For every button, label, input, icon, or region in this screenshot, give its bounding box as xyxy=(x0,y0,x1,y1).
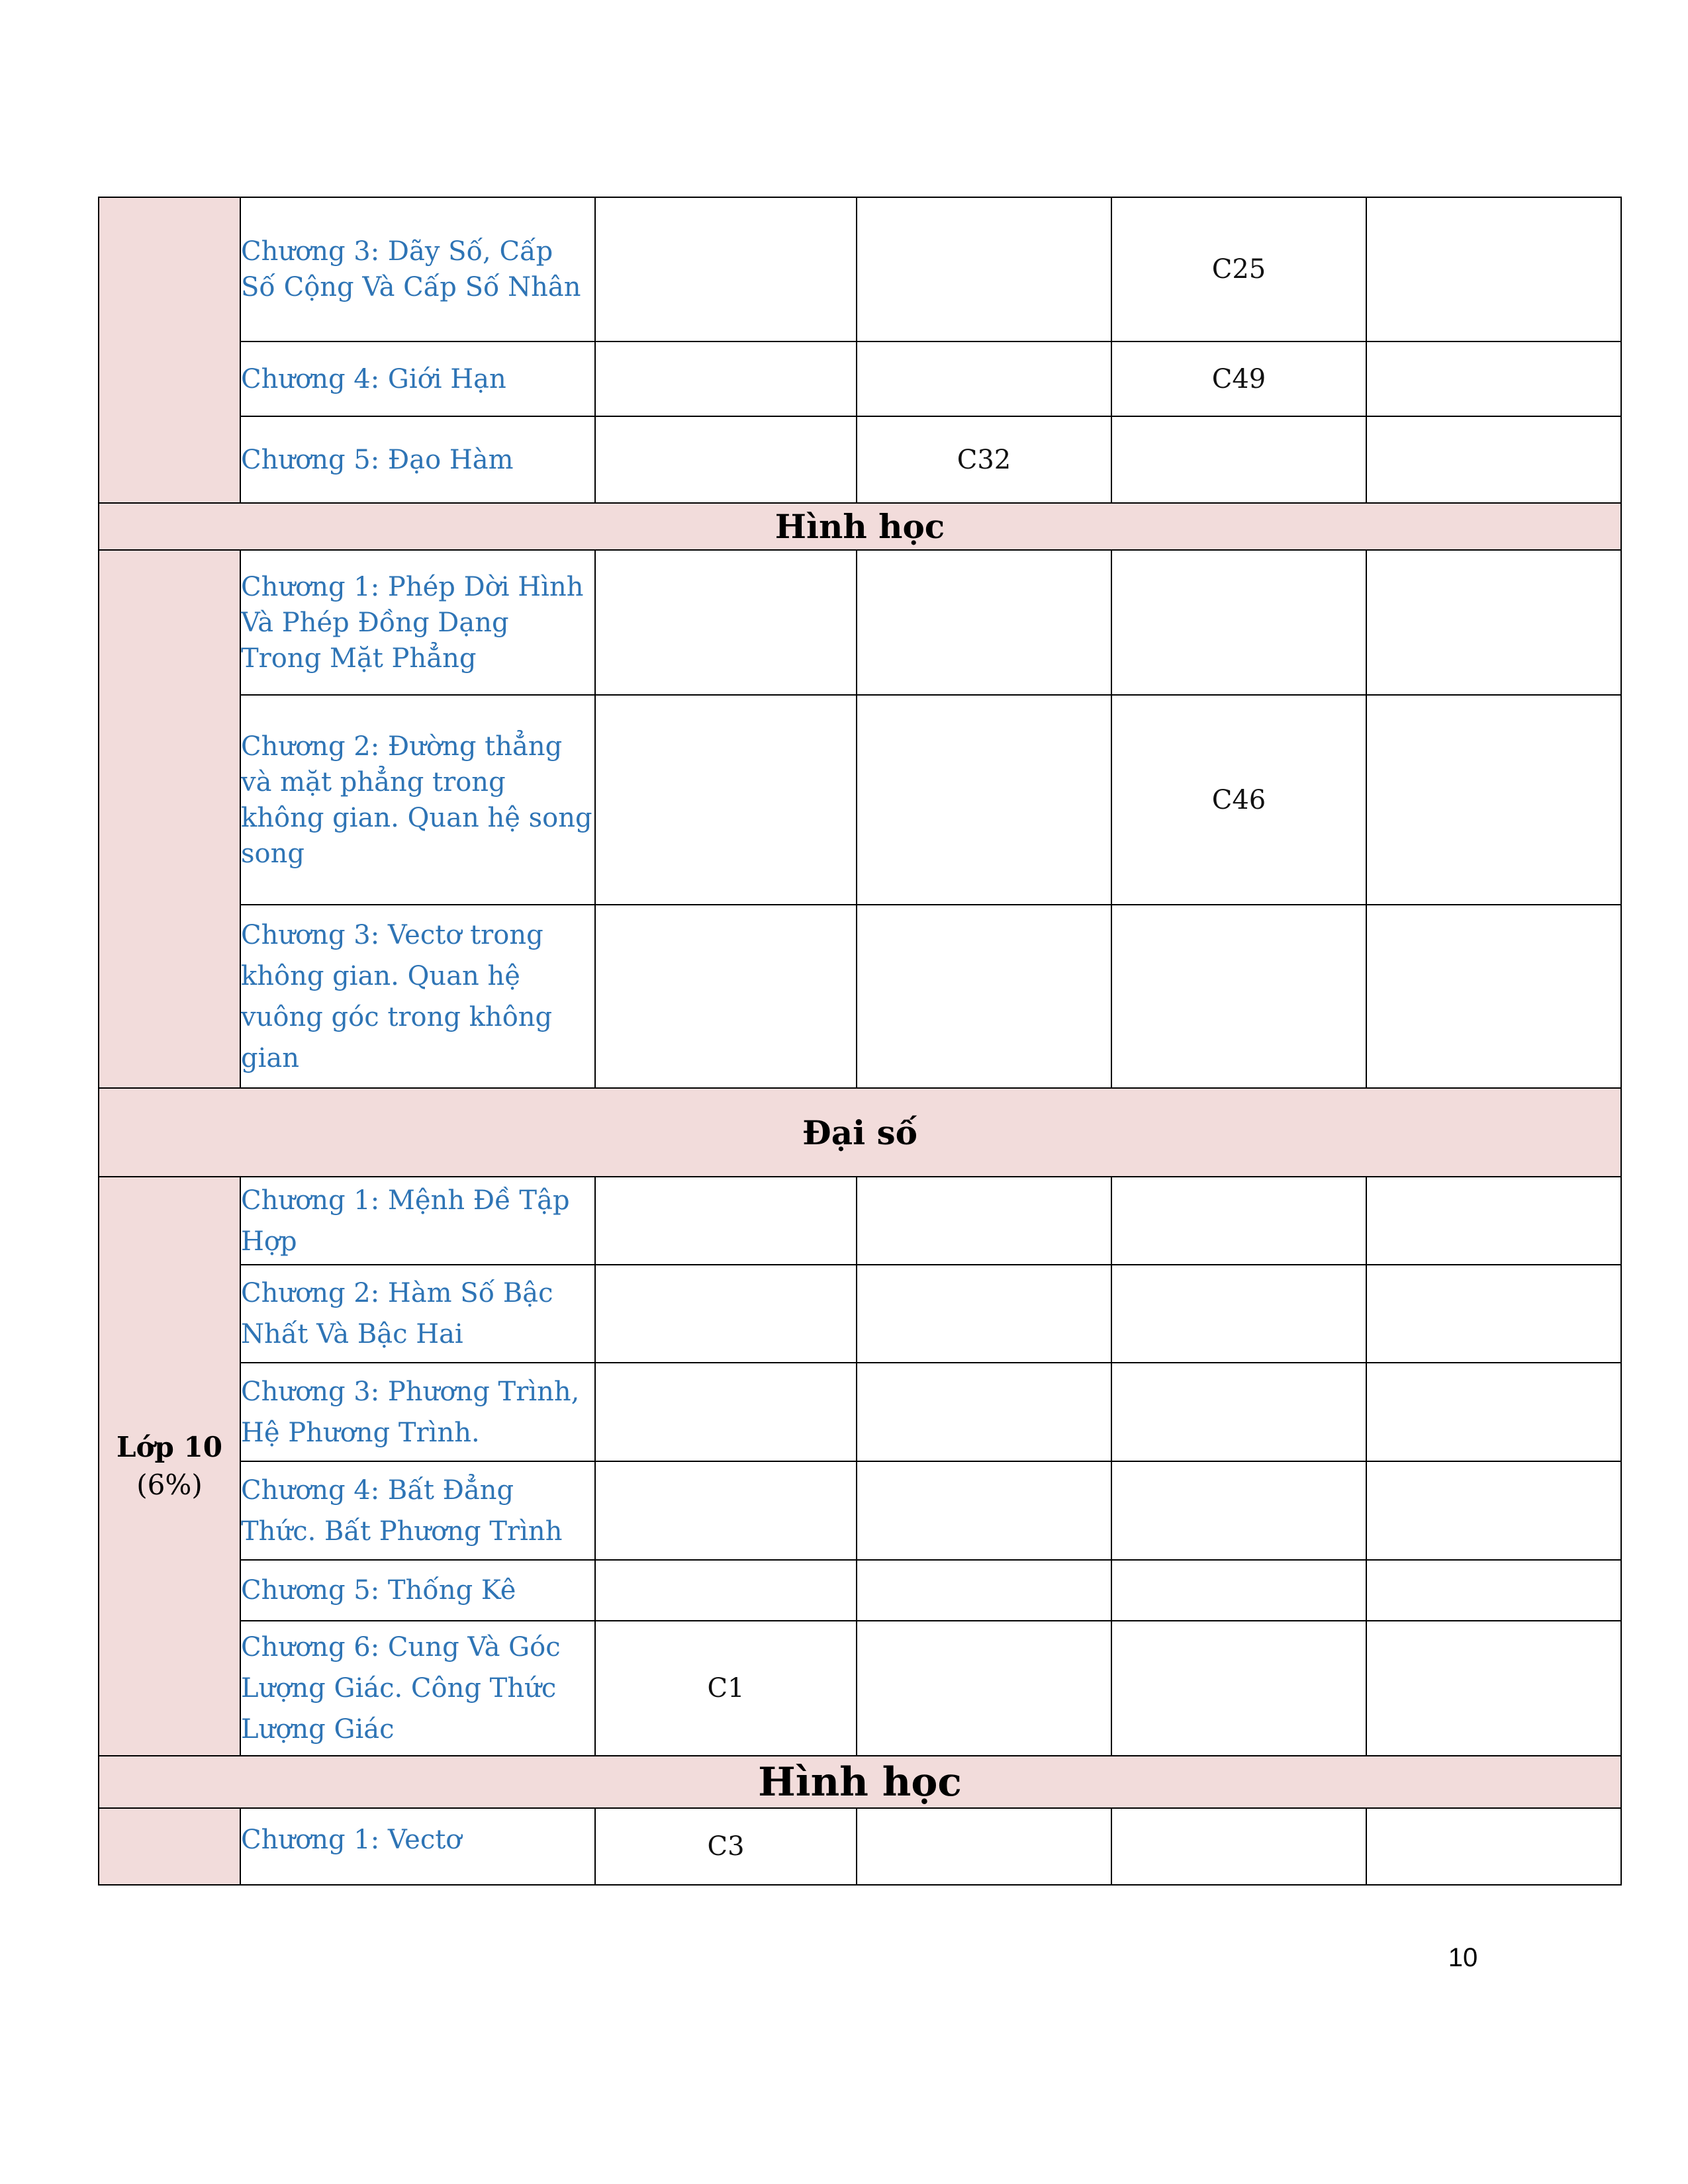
question-cell xyxy=(595,1363,857,1461)
chapter-label: Chương 3: Phương Trình, Hệ Phương Trình. xyxy=(240,1363,595,1461)
section-title: Đại số xyxy=(99,1088,1621,1177)
grade-cell xyxy=(99,1177,240,1756)
question-cell xyxy=(595,341,857,416)
question-cell xyxy=(1366,695,1621,905)
grade-cell xyxy=(99,1808,240,1885)
section-title: Hình học xyxy=(99,1756,1621,1808)
question-cell: C25 xyxy=(1111,197,1366,341)
question-cell xyxy=(1111,1363,1366,1461)
grade-cell xyxy=(99,197,240,503)
question-cell xyxy=(595,1265,857,1363)
table-row xyxy=(99,695,1621,905)
table-row xyxy=(99,550,1621,695)
grade-cell xyxy=(99,550,240,1088)
exam-matrix-table xyxy=(98,197,1622,1886)
chapter-label: Chương 4: Giới Hạn xyxy=(240,341,595,416)
chapter-label: Chương 1: Vectơ xyxy=(240,1808,595,1885)
question-cell xyxy=(1111,1265,1366,1363)
question-cell xyxy=(1366,1621,1621,1756)
grade-percent: (6%) xyxy=(136,1468,203,1501)
section-header-row xyxy=(99,1088,1621,1177)
question-cell xyxy=(857,197,1111,341)
chapter-label: Chương 3: Dãy Số, Cấp Số Cộng Và Cấp Số Nhân xyxy=(240,197,595,341)
chapter-label: Chương 2: Hàm Số Bậc Nhất Và Bậc Hai xyxy=(240,1265,595,1363)
question-cell xyxy=(1366,1808,1621,1885)
question-cell xyxy=(595,1177,857,1265)
question-cell xyxy=(595,905,857,1088)
section-title: Hình học xyxy=(99,503,1621,550)
question-cell xyxy=(1366,1177,1621,1265)
question-cell xyxy=(595,550,857,695)
question-cell xyxy=(1111,1560,1366,1621)
question-cell xyxy=(1366,1461,1621,1560)
chapter-label: Chương 5: Đạo Hàm xyxy=(240,416,595,503)
question-cell xyxy=(1111,1177,1366,1265)
question-cell xyxy=(1111,905,1366,1088)
question-cell xyxy=(857,1265,1111,1363)
question-cell: C3 xyxy=(595,1808,857,1885)
chapter-label: Chương 1: Mệnh Đề Tập Hợp xyxy=(240,1177,595,1265)
page-number: 10 xyxy=(1448,1943,1478,1972)
question-cell xyxy=(1111,416,1366,503)
question-cell xyxy=(1366,550,1621,695)
question-cell xyxy=(857,341,1111,416)
question-cell xyxy=(1366,197,1621,341)
question-cell xyxy=(1366,1265,1621,1363)
grade-label: Lớp 10 xyxy=(117,1430,222,1463)
table-row xyxy=(99,1461,1621,1560)
question-cell xyxy=(857,695,1111,905)
question-cell xyxy=(595,197,857,341)
question-cell xyxy=(857,1621,1111,1756)
section-header-row xyxy=(99,503,1621,550)
question-cell xyxy=(1366,1560,1621,1621)
table-row xyxy=(99,1177,1621,1265)
question-cell xyxy=(1366,1363,1621,1461)
question-cell: C49 xyxy=(1111,341,1366,416)
question-cell xyxy=(857,1177,1111,1265)
table-row xyxy=(99,1363,1621,1461)
question-cell xyxy=(1366,341,1621,416)
table-row xyxy=(99,197,1621,341)
section-header-row xyxy=(99,1756,1621,1808)
chapter-label: Chương 2: Đường thẳng và mặt phẳng trong không gian. Quan hệ song song xyxy=(240,695,595,905)
question-cell xyxy=(857,1560,1111,1621)
question-cell: C46 xyxy=(1111,695,1366,905)
chapter-label: Chương 4: Bất Đẳng Thức. Bất Phương Trình xyxy=(240,1461,595,1560)
table-row xyxy=(99,905,1621,1088)
question-cell xyxy=(857,1363,1111,1461)
table-row xyxy=(99,416,1621,503)
question-cell xyxy=(1111,1621,1366,1756)
question-cell xyxy=(857,1461,1111,1560)
table-row xyxy=(99,341,1621,416)
question-cell xyxy=(1111,1461,1366,1560)
chapter-label: Chương 1: Phép Dời Hình Và Phép Đồng Dạng Trong Mặt Phẳng xyxy=(240,550,595,695)
table-row xyxy=(99,1621,1621,1756)
question-cell xyxy=(595,1461,857,1560)
question-cell xyxy=(857,905,1111,1088)
question-cell xyxy=(857,550,1111,695)
table-row xyxy=(99,1808,1621,1885)
question-cell: C32 xyxy=(857,416,1111,503)
question-cell xyxy=(1111,1808,1366,1885)
table-row xyxy=(99,1560,1621,1621)
question-cell xyxy=(595,695,857,905)
question-cell xyxy=(1366,905,1621,1088)
question-cell: C1 xyxy=(595,1621,857,1756)
chapter-label: Chương 5: Thống Kê xyxy=(240,1560,595,1621)
chapter-label: Chương 6: Cung Và Góc Lượng Giác. Công Thức Lượng Giác xyxy=(240,1621,595,1756)
question-cell xyxy=(1366,416,1621,503)
question-cell xyxy=(1111,550,1366,695)
question-cell xyxy=(857,1808,1111,1885)
table-row xyxy=(99,1265,1621,1363)
question-cell xyxy=(595,416,857,503)
question-cell xyxy=(595,1560,857,1621)
chapter-label: Chương 3: Vectơ trong không gian. Quan hệ vuông góc trong không gian xyxy=(240,905,595,1088)
